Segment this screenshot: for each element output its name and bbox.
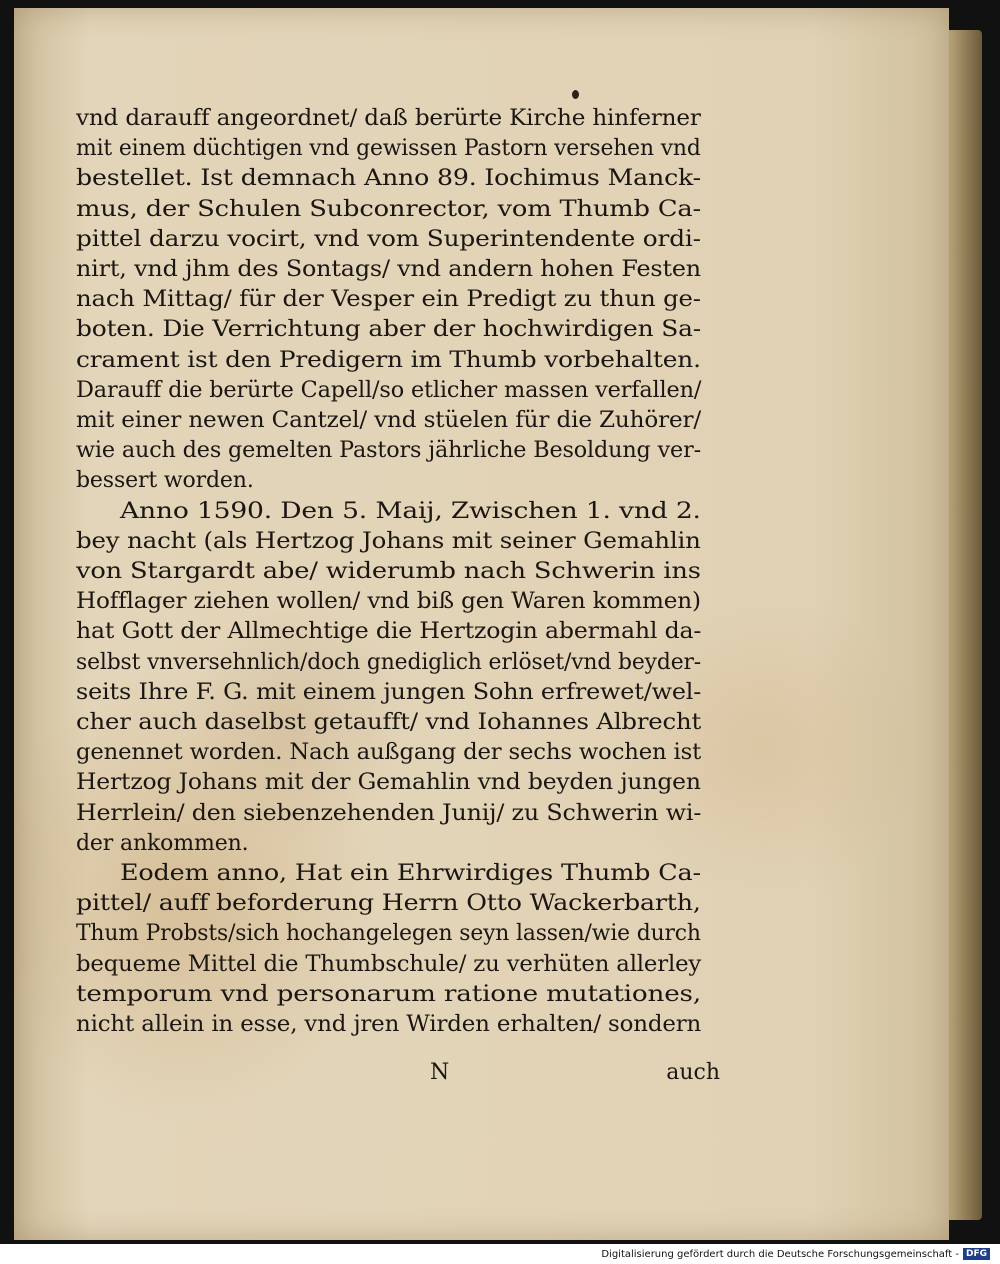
text-line: bessert worden. — [76, 468, 254, 494]
text-line: vnd darauff angeordnet/ daß berürte Kirche hinferner — [76, 106, 701, 131]
catchword: auch — [666, 1060, 720, 1085]
text-line: Thum Probsts/sich hochangelegen seyn lassen/wie durch — [76, 921, 701, 947]
page-text — [76, 104, 716, 1040]
text-line: boten. Die Verrichtung aber der hochwirdigen Sa- — [76, 317, 702, 343]
text-line: der ankommen. — [76, 830, 249, 856]
text-line: cher auch daselbst getaufft/ vnd Iohannes Albrecht — [76, 710, 702, 736]
text-line: von Stargardt abe/ widerumb nach Schwerin ins — [76, 559, 701, 585]
text-line: mit einem düchtigen vnd gewissen Pastorn versehen vnd — [76, 136, 701, 162]
ink-dot — [572, 90, 579, 99]
text-line: nach Mittag/ für der Vesper ein Predigt zu thun ge- — [76, 287, 701, 313]
text-line: hat Gott der Allmechtige die Hertzogin abermahl da- — [76, 619, 702, 645]
text-line: seits Ihre F. G. mit einem jungen Sohn erfrewet/wel- — [76, 679, 702, 705]
footer-credit: Digitalisierung gefördert durch die Deutsche Forschungsgemeinschaft - — [601, 1248, 959, 1260]
text-line: wie auch des gemelten Pastors jährliche Besoldung ver- — [76, 438, 701, 464]
text-line: Hertzog Johans mit der Gemahlin vnd beyden jungen — [76, 770, 701, 796]
text-line: nirt, vnd jhm des Sontags/ vnd andern hohen Festen — [76, 257, 701, 283]
footer-bar — [0, 1244, 1000, 1264]
text-line: Darauff die berürte Capell/so etlicher massen verfallen/ — [76, 377, 702, 403]
text-line: nicht allein in esse, vnd jren Wirden erhalten/ sondern — [76, 1012, 702, 1038]
text-line: mit einer newen Cantzel/ vnd stüelen für die Zuhörer/ — [76, 408, 702, 434]
text-line: mus, der Schulen Subconrector, vom Thumb Ca- — [76, 196, 702, 222]
text-line: pittel/ auff beforderung Herrn Otto Wackerbarth, — [76, 891, 701, 917]
text-line: selbst vnversehnlich/doch gnediglich erlöset/vnd beyder- — [76, 649, 702, 675]
page-bottom-line — [430, 1060, 720, 1085]
text-line: bey nacht (als Hertzog Johans mit seiner Gemahlin — [76, 528, 701, 554]
signature-mark: N — [430, 1060, 450, 1085]
text-line: temporum vnd personarum ratione mutationes, — [76, 981, 701, 1007]
text-line: Hofflager ziehen wollen/ vnd biß gen Waren kommen) — [76, 589, 701, 615]
text-line: Eodem anno, Hat ein Ehrwirdiges Thumb Ca- — [120, 861, 701, 887]
dfg-logo-icon: DFG — [963, 1248, 990, 1260]
text-line: bequeme Mittel die Thumbschule/ zu verhüten allerley — [76, 951, 702, 977]
text-line: Herrlein/ den siebenzehenden Junij/ zu Schwerin wi- — [76, 800, 702, 826]
text-line: crament ist den Predigern im Thumb vorbehalten. — [76, 347, 701, 373]
text-line: pittel darzu vocirt, vnd vom Superintendente ordi- — [76, 226, 701, 252]
text-line: bestellet. Ist demnach Anno 89. Iochimus Manck- — [76, 166, 702, 192]
text-line: Anno 1590. Den 5. Maij, Zwischen 1. vnd 2. — [120, 498, 701, 524]
text-line: genennet worden. Nach außgang der sechs wochen ist — [76, 740, 702, 766]
